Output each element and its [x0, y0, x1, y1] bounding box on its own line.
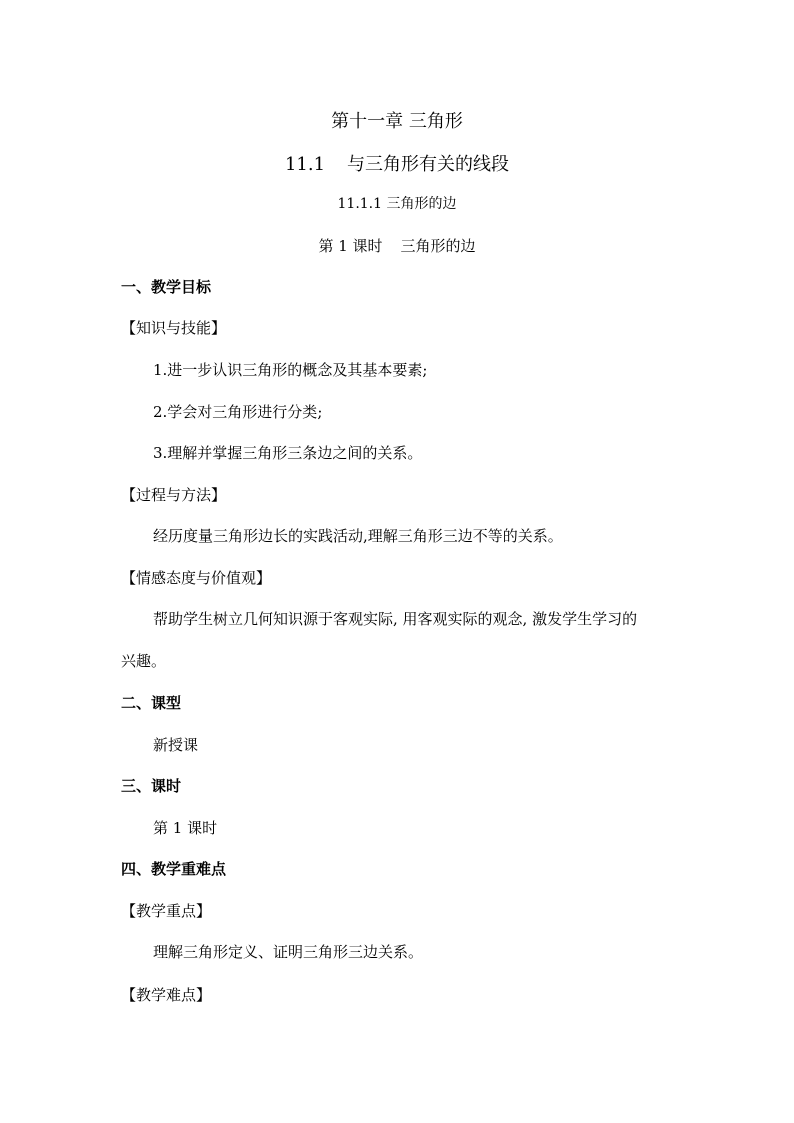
process-heading: 【过程与方法】: [121, 486, 227, 504]
subsection-title: 11.1.1 三角形的边: [337, 196, 457, 212]
section-number: 11.1: [284, 154, 326, 175]
key-difficult-heading: 四、教学重难点: [121, 860, 227, 878]
section-title: [0, 150, 794, 176]
hours-heading: 三、课时: [121, 777, 182, 795]
process-text: 经历度量三角形边长的实践活动,理解三角形三边不等的关系。: [153, 527, 563, 545]
key-points-heading: 【教学重点】: [121, 902, 212, 920]
section-name: 与三角形有关的线段: [347, 154, 510, 175]
hours-text: 第 1 课时: [153, 819, 218, 837]
goals-heading: 一、教学目标: [121, 278, 212, 296]
emotion-text-line1: 帮助学生树立几何知识源于客观实际, 用客观实际的观念, 激发学生学习的: [153, 610, 638, 628]
knowledge-item: 1.进一步认识三角形的概念及其基本要素;: [153, 361, 428, 379]
key-points-text: 理解三角形定义、证明三角形三边关系。: [153, 943, 424, 961]
knowledge-item: 2.学会对三角形进行分类;: [153, 403, 323, 421]
type-heading: 二、课型: [121, 694, 182, 712]
lesson-title: [0, 235, 794, 256]
type-text: 新授课: [153, 736, 199, 754]
difficult-points-heading: 【教学难点】: [121, 986, 212, 1004]
knowledge-heading: 【知识与技能】: [121, 319, 227, 337]
knowledge-item: 3.理解并掌握三角形三条边之间的关系。: [153, 444, 423, 462]
chapter-title: 第十一章 三角形: [331, 111, 463, 132]
lesson-prefix: 第 1 课时: [318, 237, 383, 255]
lesson-name: 三角形的边: [400, 237, 476, 255]
emotion-heading: 【情感态度与价值观】: [121, 569, 272, 587]
emotion-text-line2: 兴趣。: [121, 652, 167, 670]
